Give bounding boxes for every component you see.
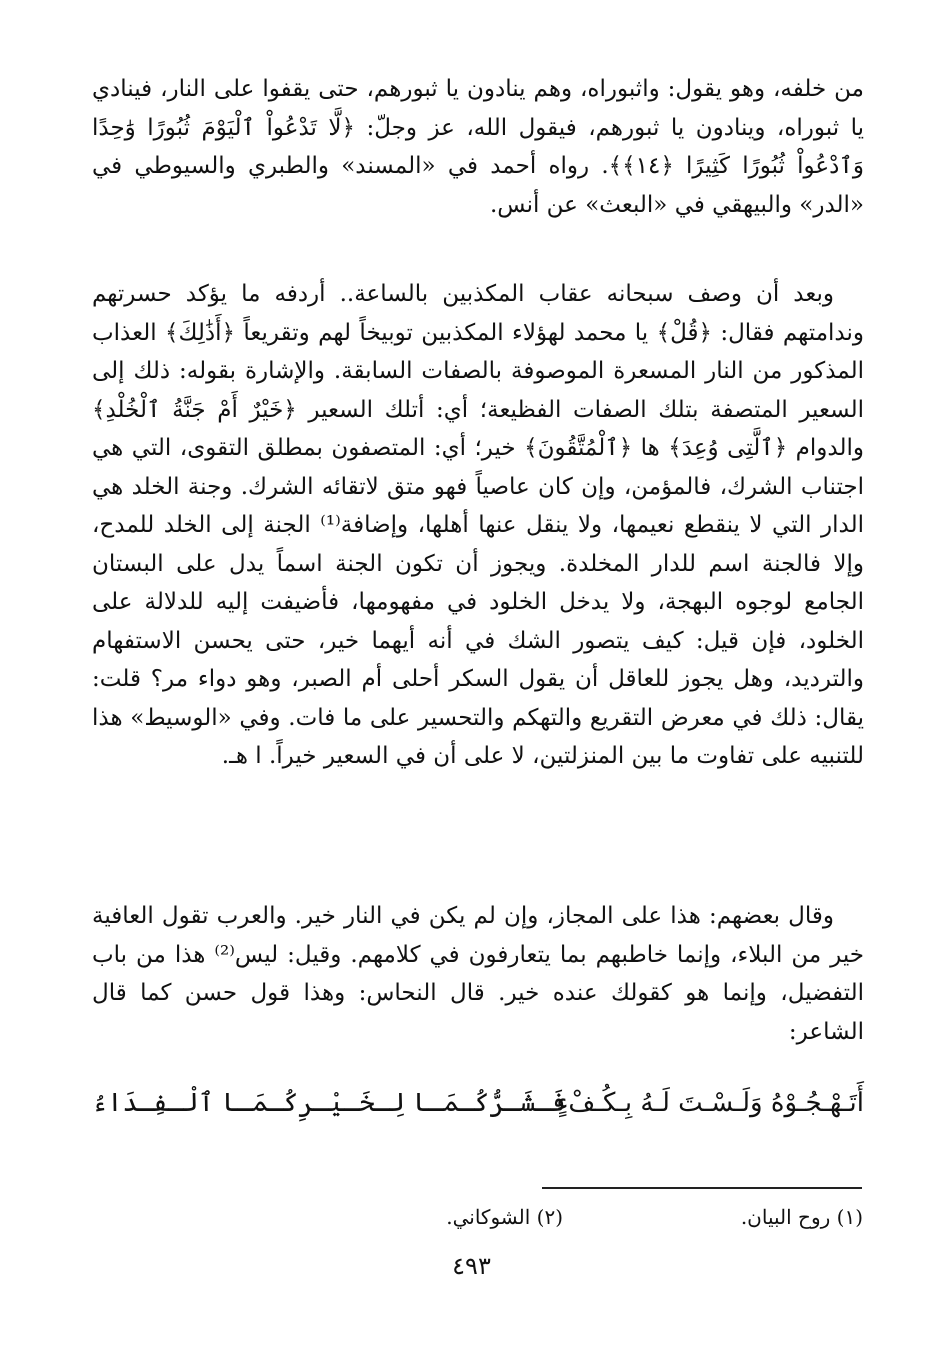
paragraph-2: وبعد أن وصف سبحانه عقاب المكذبين بالساعة.. أردفه ما يؤكد حسرتهم وندامتهم فقال: ﴿قُلْ﴾ يا محمد لهؤلاء المكذبين توبيخاً لهم وتقريعاً ﴿أَذَٰلِكَ﴾ العذاب المذكور من النار المسعرة الموصوفة بالصفات السابقة. والإشارة بقوله: ذلك إلى السعير المتصفة بتلك الصفات الفظيعة؛ أي: أتلك السعير ﴿خَيْرٌ أَمْ جَنَّةُ ٱلْخُلْدِ﴾ والدوام ﴿ٱلَّتِى وُعِدَ﴾ ها ﴿ٱلْمُتَّقُونَ﴾ خير؛ أي: المتصفون بمطلق التقوى، التي هي اجتناب الشرك، فالمؤمن، وإن كان عاصياً فهو متق لاتقائه الشرك. وجنة الخلد هي الدار التي لا ينقطع نعيمها، ولا ينقل عنها أهلها، وإضافة⁽¹⁾ الجنة إلى الخلد للمدح، وإلا فالجنة اسم للدار المخلدة. ويجوز أن تكون الجنة اسماً يدل على البستان الجامع لوجوه البهجة، ولا يدخل الخلود في مفهومها، فأضيفت إليه للدلالة على الخلود، فإن قيل: كيف يتصور الشك في أنه أيهما خير، حتى يحسن الاستفهام والترديد، وهل يجوز للعاقل أن يقول السكر أحلى أم الصبر، وهو دواء مر؟ قلت: يقال: ذلك في معرض التقريع والتهكم والتحسير على ما فات. وفي «الوسيط» هذا للتنبيه على تفاوت ما بين المنزلتين، لا على أن في السعير خيراً. ا هـ. — [92, 281, 864, 769]
paragraph-1: من خلفه، وهو يقول: واثبوراه، وهم ينادون يا ثبورهم، حتى يقفوا على النار، فينادي يا ثبوراه، وينادون يا ثبورهم، فيقول الله، عز وجلّ: ﴿لَّا تَدْعُواْ ٱلْيَوْمَ ثُبُورًا وَٰحِدًا وَٱدْعُواْ ثُبُورًا كَثِيرًا ﴿١٤﴾﴾. رواه أحمد في «المسند» والطبري والسيوطي في «الدر» والبيهقي في «البعث» عن أنس. — [92, 76, 864, 218]
footnote-1: (١) روح البيان. — [740, 1205, 863, 1229]
verse-hemistich-second: فَـشَـرُّكُـمَـا لِـخَـيْـرِكُـمَـا ٱلْـفِـدَاءُ — [92, 1088, 566, 1118]
footnote-2: (٢) الشوكاني. — [446, 1205, 563, 1229]
footnote-divider — [542, 1187, 862, 1189]
page-number: ٤٩٣ — [452, 1252, 491, 1280]
footnotes — [303, 1205, 863, 1241]
paragraph-3: وقال بعضهم: هذا على المجاز، وإن لم يكن في النار خير. والعرب تقول العافية خير من البلاء، وإنما خاطبهم بما يتعارفون في كلامهم. وقيل: ليس⁽²⁾ هذا من باب التفضيل، وإنما هو كقولك عنده خير. قال النحاس: وهذا قول حسن كما قال الشاعر: — [92, 903, 864, 1045]
verse-hemistich-first: أَتَـهْـجُـوْهُ وَلَـسْـتَ لَـهُ بِـكُـفْءٍ — [556, 1088, 864, 1118]
poetry-verse — [92, 1080, 864, 1130]
